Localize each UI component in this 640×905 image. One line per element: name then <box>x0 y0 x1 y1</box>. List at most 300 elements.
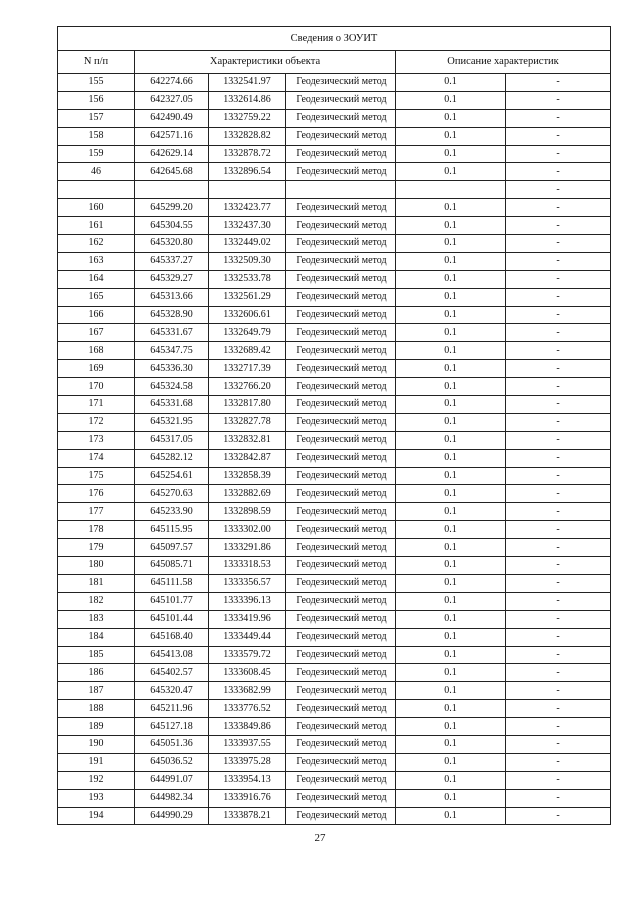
description-cell: - <box>506 771 611 789</box>
point-number-cell: 187 <box>58 682 135 700</box>
accuracy-cell: 0.1 <box>396 199 506 217</box>
description-cell: - <box>506 342 611 360</box>
accuracy-cell: 0.1 <box>396 431 506 449</box>
point-number-cell: 163 <box>58 252 135 270</box>
method-cell: Геодезический метод <box>286 378 396 396</box>
table-row <box>58 682 611 700</box>
method-cell: Геодезический метод <box>286 753 396 771</box>
method-cell: Геодезический метод <box>286 771 396 789</box>
x-coordinate-cell: 644991.07 <box>135 771 209 789</box>
table-row <box>58 199 611 217</box>
description-cell: - <box>506 485 611 503</box>
description-cell: - <box>506 109 611 127</box>
point-number-cell: 156 <box>58 91 135 109</box>
accuracy-cell: 0.1 <box>396 503 506 521</box>
y-coordinate-cell: 1332896.54 <box>209 163 286 181</box>
point-number-cell: 161 <box>58 217 135 235</box>
point-number-cell: 176 <box>58 485 135 503</box>
accuracy-cell: 0.1 <box>396 217 506 235</box>
point-number-cell: 183 <box>58 610 135 628</box>
accuracy-cell: 0.1 <box>396 396 506 414</box>
y-coordinate-cell: 1332766.20 <box>209 378 286 396</box>
point-number-cell: 192 <box>58 771 135 789</box>
point-number-cell: 193 <box>58 789 135 807</box>
description-cell: - <box>506 288 611 306</box>
x-coordinate-cell: 645329.27 <box>135 270 209 288</box>
description-cell: - <box>506 74 611 92</box>
point-number-cell: 155 <box>58 74 135 92</box>
point-number-cell: 159 <box>58 145 135 163</box>
method-cell: Геодезический метод <box>286 396 396 414</box>
y-coordinate-cell: 1332509.30 <box>209 252 286 270</box>
table-row <box>58 127 611 145</box>
table-row <box>58 431 611 449</box>
x-coordinate-cell: 645299.20 <box>135 199 209 217</box>
method-cell: Геодезический метод <box>286 342 396 360</box>
description-cell: - <box>506 610 611 628</box>
point-number-cell: 181 <box>58 574 135 592</box>
x-coordinate-cell: 645085.71 <box>135 557 209 575</box>
method-cell: Геодезический метод <box>286 574 396 592</box>
accuracy-cell: 0.1 <box>396 145 506 163</box>
description-cell: - <box>506 252 611 270</box>
description-cell: - <box>506 360 611 378</box>
point-number-cell: 167 <box>58 324 135 342</box>
point-number-cell: 160 <box>58 199 135 217</box>
table-row <box>58 521 611 539</box>
point-number-cell: 165 <box>58 288 135 306</box>
y-coordinate-cell: 1332649.79 <box>209 324 286 342</box>
x-coordinate-cell: 645270.63 <box>135 485 209 503</box>
x-coordinate-cell <box>135 181 209 199</box>
x-coordinate-cell: 645211.96 <box>135 700 209 718</box>
table-row <box>58 753 611 771</box>
accuracy-cell: 0.1 <box>396 771 506 789</box>
table-row <box>58 485 611 503</box>
method-cell: Геодезический метод <box>286 664 396 682</box>
method-cell: Геодезический метод <box>286 503 396 521</box>
x-coordinate-cell: 645347.75 <box>135 342 209 360</box>
x-coordinate-cell: 645328.90 <box>135 306 209 324</box>
description-cell: - <box>506 503 611 521</box>
table-row <box>58 503 611 521</box>
accuracy-cell: 0.1 <box>396 521 506 539</box>
accuracy-cell: 0.1 <box>396 682 506 700</box>
table-row <box>58 807 611 825</box>
x-coordinate-cell: 642327.05 <box>135 91 209 109</box>
accuracy-cell: 0.1 <box>396 413 506 431</box>
y-coordinate-cell: 1333682.99 <box>209 682 286 700</box>
x-coordinate-cell: 645331.67 <box>135 324 209 342</box>
table-row <box>58 324 611 342</box>
description-cell: - <box>506 378 611 396</box>
y-coordinate-cell <box>209 181 286 199</box>
x-coordinate-cell: 644982.34 <box>135 789 209 807</box>
description-cell: - <box>506 646 611 664</box>
method-cell: Геодезический метод <box>286 109 396 127</box>
method-cell: Геодезический метод <box>286 91 396 109</box>
x-coordinate-cell: 645168.40 <box>135 628 209 646</box>
table-row <box>58 718 611 736</box>
accuracy-cell: 0.1 <box>396 592 506 610</box>
table-row <box>58 646 611 664</box>
table-row <box>58 235 611 253</box>
point-number-cell: 175 <box>58 467 135 485</box>
description-cell: - <box>506 217 611 235</box>
method-cell: Геодезический метод <box>286 467 396 485</box>
table-row <box>58 789 611 807</box>
x-coordinate-cell: 645402.57 <box>135 664 209 682</box>
point-number-cell: 178 <box>58 521 135 539</box>
table-row <box>58 557 611 575</box>
x-coordinate-cell: 645413.08 <box>135 646 209 664</box>
table-header-row <box>58 51 611 74</box>
x-coordinate-cell: 645036.52 <box>135 753 209 771</box>
description-cell: - <box>506 718 611 736</box>
x-coordinate-cell: 645101.44 <box>135 610 209 628</box>
y-coordinate-cell: 1333878.21 <box>209 807 286 825</box>
description-cell: - <box>506 753 611 771</box>
method-cell: Геодезический метод <box>286 807 396 825</box>
description-cell: - <box>506 557 611 575</box>
table-title: Сведения о ЗОУИТ <box>58 27 611 51</box>
y-coordinate-cell: 1333916.76 <box>209 789 286 807</box>
table-row <box>58 360 611 378</box>
point-number-cell: 188 <box>58 700 135 718</box>
accuracy-cell: 0.1 <box>396 467 506 485</box>
method-cell: Геодезический метод <box>286 270 396 288</box>
page-number: 27 <box>314 832 326 844</box>
accuracy-cell: 0.1 <box>396 485 506 503</box>
point-number-cell: 169 <box>58 360 135 378</box>
x-coordinate-cell: 645254.61 <box>135 467 209 485</box>
y-coordinate-cell: 1332882.69 <box>209 485 286 503</box>
method-cell: Геодезический метод <box>286 306 396 324</box>
table-row <box>58 91 611 109</box>
point-number-cell: 177 <box>58 503 135 521</box>
x-coordinate-cell: 645321.95 <box>135 413 209 431</box>
description-cell: - <box>506 270 611 288</box>
point-number-cell: 46 <box>58 163 135 181</box>
accuracy-cell: 0.1 <box>396 789 506 807</box>
description-cell: - <box>506 664 611 682</box>
method-cell: Геодезический метод <box>286 539 396 557</box>
table-row <box>58 413 611 431</box>
y-coordinate-cell: 1333291.86 <box>209 539 286 557</box>
x-coordinate-cell: 645320.80 <box>135 235 209 253</box>
method-cell: Геодезический метод <box>286 235 396 253</box>
method-cell: Геодезический метод <box>286 610 396 628</box>
accuracy-cell: 0.1 <box>396 306 506 324</box>
y-coordinate-cell: 1332541.97 <box>209 74 286 92</box>
accuracy-cell: 0.1 <box>396 324 506 342</box>
table-row <box>58 270 611 288</box>
method-cell: Геодезический метод <box>286 628 396 646</box>
method-cell: Геодезический метод <box>286 288 396 306</box>
table-row <box>58 771 611 789</box>
accuracy-cell: 0.1 <box>396 288 506 306</box>
y-coordinate-cell: 1332858.39 <box>209 467 286 485</box>
description-cell: - <box>506 700 611 718</box>
accuracy-cell: 0.1 <box>396 270 506 288</box>
y-coordinate-cell: 1333579.72 <box>209 646 286 664</box>
description-cell: - <box>506 413 611 431</box>
y-coordinate-cell: 1333396.13 <box>209 592 286 610</box>
method-cell: Геодезический метод <box>286 74 396 92</box>
table-row <box>58 109 611 127</box>
table-row <box>58 700 611 718</box>
x-coordinate-cell: 645324.58 <box>135 378 209 396</box>
x-coordinate-cell: 645111.58 <box>135 574 209 592</box>
y-coordinate-cell: 1332423.77 <box>209 199 286 217</box>
y-coordinate-cell: 1332817.80 <box>209 396 286 414</box>
x-coordinate-cell: 645320.47 <box>135 682 209 700</box>
table-row <box>58 378 611 396</box>
table-row <box>58 306 611 324</box>
accuracy-cell: 0.1 <box>396 252 506 270</box>
y-coordinate-cell: 1332898.59 <box>209 503 286 521</box>
table-row <box>58 288 611 306</box>
accuracy-cell: 0.1 <box>396 539 506 557</box>
accuracy-cell: 0.1 <box>396 342 506 360</box>
y-coordinate-cell: 1332561.29 <box>209 288 286 306</box>
description-cell: - <box>506 592 611 610</box>
method-cell: Геодезический метод <box>286 718 396 736</box>
x-coordinate-cell: 645097.57 <box>135 539 209 557</box>
x-coordinate-cell: 645101.77 <box>135 592 209 610</box>
point-number-cell: 166 <box>58 306 135 324</box>
x-coordinate-cell: 642645.68 <box>135 163 209 181</box>
x-coordinate-cell: 645317.05 <box>135 431 209 449</box>
y-coordinate-cell: 1332832.81 <box>209 431 286 449</box>
y-coordinate-cell: 1332449.02 <box>209 235 286 253</box>
description-cell: - <box>506 539 611 557</box>
description-cell: - <box>506 324 611 342</box>
accuracy-cell: 0.1 <box>396 735 506 753</box>
accuracy-cell: 0.1 <box>396 127 506 145</box>
method-cell: Геодезический метод <box>286 431 396 449</box>
table-row <box>58 396 611 414</box>
point-number-cell: 190 <box>58 735 135 753</box>
accuracy-cell: 0.1 <box>396 449 506 467</box>
method-cell: Геодезический метод <box>286 521 396 539</box>
description-cell: - <box>506 163 611 181</box>
method-cell: Геодезический метод <box>286 646 396 664</box>
point-number-cell: 173 <box>58 431 135 449</box>
y-coordinate-cell: 1333449.44 <box>209 628 286 646</box>
y-coordinate-cell: 1332828.82 <box>209 127 286 145</box>
point-number-cell: 170 <box>58 378 135 396</box>
y-coordinate-cell: 1332827.78 <box>209 413 286 431</box>
x-coordinate-cell: 645331.68 <box>135 396 209 414</box>
y-coordinate-cell: 1333954.13 <box>209 771 286 789</box>
method-cell: Геодезический метод <box>286 199 396 217</box>
y-coordinate-cell: 1332878.72 <box>209 145 286 163</box>
description-cell: - <box>506 521 611 539</box>
x-coordinate-cell: 645337.27 <box>135 252 209 270</box>
y-coordinate-cell: 1333937.55 <box>209 735 286 753</box>
y-coordinate-cell: 1332689.42 <box>209 342 286 360</box>
description-cell: - <box>506 396 611 414</box>
accuracy-cell: 0.1 <box>396 664 506 682</box>
y-coordinate-cell: 1332717.39 <box>209 360 286 378</box>
method-cell: Геодезический метод <box>286 557 396 575</box>
table-title-row <box>58 27 611 51</box>
point-number-cell: 174 <box>58 449 135 467</box>
accuracy-cell: 0.1 <box>396 74 506 92</box>
accuracy-cell: 0.1 <box>396 378 506 396</box>
y-coordinate-cell: 1333608.45 <box>209 664 286 682</box>
table-row <box>58 628 611 646</box>
accuracy-cell: 0.1 <box>396 700 506 718</box>
description-cell: - <box>506 127 611 145</box>
method-cell <box>286 181 396 199</box>
y-coordinate-cell: 1332437.30 <box>209 217 286 235</box>
y-coordinate-cell: 1332614.86 <box>209 91 286 109</box>
method-cell: Геодезический метод <box>286 217 396 235</box>
x-coordinate-cell: 645336.30 <box>135 360 209 378</box>
x-coordinate-cell: 645282.12 <box>135 449 209 467</box>
method-cell: Геодезический метод <box>286 360 396 378</box>
description-cell: - <box>506 431 611 449</box>
accuracy-cell: 0.1 <box>396 807 506 825</box>
method-cell: Геодезический метод <box>286 682 396 700</box>
table-row <box>58 449 611 467</box>
header-description: Описание характеристик <box>396 51 611 74</box>
method-cell: Геодезический метод <box>286 163 396 181</box>
point-number-cell: 164 <box>58 270 135 288</box>
x-coordinate-cell: 642274.66 <box>135 74 209 92</box>
accuracy-cell: 0.1 <box>396 753 506 771</box>
point-number-cell: 185 <box>58 646 135 664</box>
accuracy-cell: 0.1 <box>396 109 506 127</box>
description-cell: - <box>506 467 611 485</box>
table-row <box>58 252 611 270</box>
zouit-table <box>57 26 611 825</box>
header-number: N п/п <box>58 51 135 74</box>
point-number-cell: 194 <box>58 807 135 825</box>
method-cell: Геодезический метод <box>286 592 396 610</box>
method-cell: Геодезический метод <box>286 735 396 753</box>
x-coordinate-cell: 645313.66 <box>135 288 209 306</box>
accuracy-cell: 0.1 <box>396 718 506 736</box>
description-cell: - <box>506 145 611 163</box>
y-coordinate-cell: 1332759.22 <box>209 109 286 127</box>
point-number-cell: 158 <box>58 127 135 145</box>
x-coordinate-cell: 644990.29 <box>135 807 209 825</box>
header-characteristics: Характеристики объекта <box>135 51 396 74</box>
accuracy-cell <box>396 181 506 199</box>
description-cell: - <box>506 574 611 592</box>
point-number-cell: 179 <box>58 539 135 557</box>
table-row <box>58 539 611 557</box>
point-number-cell: 180 <box>58 557 135 575</box>
description-cell: - <box>506 628 611 646</box>
y-coordinate-cell: 1333419.96 <box>209 610 286 628</box>
table-row <box>58 181 611 199</box>
point-number-cell: 189 <box>58 718 135 736</box>
table-row <box>58 74 611 92</box>
point-number-cell: 168 <box>58 342 135 360</box>
method-cell: Геодезический метод <box>286 252 396 270</box>
method-cell: Геодезический метод <box>286 145 396 163</box>
accuracy-cell: 0.1 <box>396 628 506 646</box>
y-coordinate-cell: 1332533.78 <box>209 270 286 288</box>
x-coordinate-cell: 645233.90 <box>135 503 209 521</box>
x-coordinate-cell: 645304.55 <box>135 217 209 235</box>
method-cell: Геодезический метод <box>286 413 396 431</box>
description-cell: - <box>506 199 611 217</box>
x-coordinate-cell: 645115.95 <box>135 521 209 539</box>
accuracy-cell: 0.1 <box>396 557 506 575</box>
accuracy-cell: 0.1 <box>396 163 506 181</box>
point-number-cell: 184 <box>58 628 135 646</box>
description-cell: - <box>506 735 611 753</box>
table-row <box>58 592 611 610</box>
accuracy-cell: 0.1 <box>396 646 506 664</box>
accuracy-cell: 0.1 <box>396 610 506 628</box>
description-cell: - <box>506 449 611 467</box>
table-row <box>58 163 611 181</box>
y-coordinate-cell: 1333849.86 <box>209 718 286 736</box>
table-row <box>58 145 611 163</box>
description-cell: - <box>506 181 611 199</box>
x-coordinate-cell: 642490.49 <box>135 109 209 127</box>
table-row <box>58 342 611 360</box>
point-number-cell: 186 <box>58 664 135 682</box>
description-cell: - <box>506 682 611 700</box>
method-cell: Геодезический метод <box>286 700 396 718</box>
y-coordinate-cell: 1332606.61 <box>209 306 286 324</box>
point-number-cell: 172 <box>58 413 135 431</box>
point-number-cell <box>58 181 135 199</box>
table-row <box>58 574 611 592</box>
x-coordinate-cell: 642571.16 <box>135 127 209 145</box>
x-coordinate-cell: 645051.36 <box>135 735 209 753</box>
accuracy-cell: 0.1 <box>396 574 506 592</box>
description-cell: - <box>506 789 611 807</box>
y-coordinate-cell: 1332842.87 <box>209 449 286 467</box>
table-row <box>58 217 611 235</box>
accuracy-cell: 0.1 <box>396 360 506 378</box>
description-cell: - <box>506 807 611 825</box>
method-cell: Геодезический метод <box>286 449 396 467</box>
method-cell: Геодезический метод <box>286 485 396 503</box>
y-coordinate-cell: 1333356.57 <box>209 574 286 592</box>
description-cell: - <box>506 91 611 109</box>
accuracy-cell: 0.1 <box>396 235 506 253</box>
point-number-cell: 162 <box>58 235 135 253</box>
y-coordinate-cell: 1333975.28 <box>209 753 286 771</box>
method-cell: Геодезический метод <box>286 127 396 145</box>
x-coordinate-cell: 642629.14 <box>135 145 209 163</box>
point-number-cell: 171 <box>58 396 135 414</box>
y-coordinate-cell: 1333318.53 <box>209 557 286 575</box>
point-number-cell: 191 <box>58 753 135 771</box>
accuracy-cell: 0.1 <box>396 91 506 109</box>
description-cell: - <box>506 306 611 324</box>
table-row <box>58 610 611 628</box>
table-row <box>58 664 611 682</box>
point-number-cell: 182 <box>58 592 135 610</box>
x-coordinate-cell: 645127.18 <box>135 718 209 736</box>
y-coordinate-cell: 1333302.00 <box>209 521 286 539</box>
table-row <box>58 467 611 485</box>
table-row <box>58 735 611 753</box>
y-coordinate-cell: 1333776.52 <box>209 700 286 718</box>
method-cell: Геодезический метод <box>286 324 396 342</box>
point-number-cell: 157 <box>58 109 135 127</box>
